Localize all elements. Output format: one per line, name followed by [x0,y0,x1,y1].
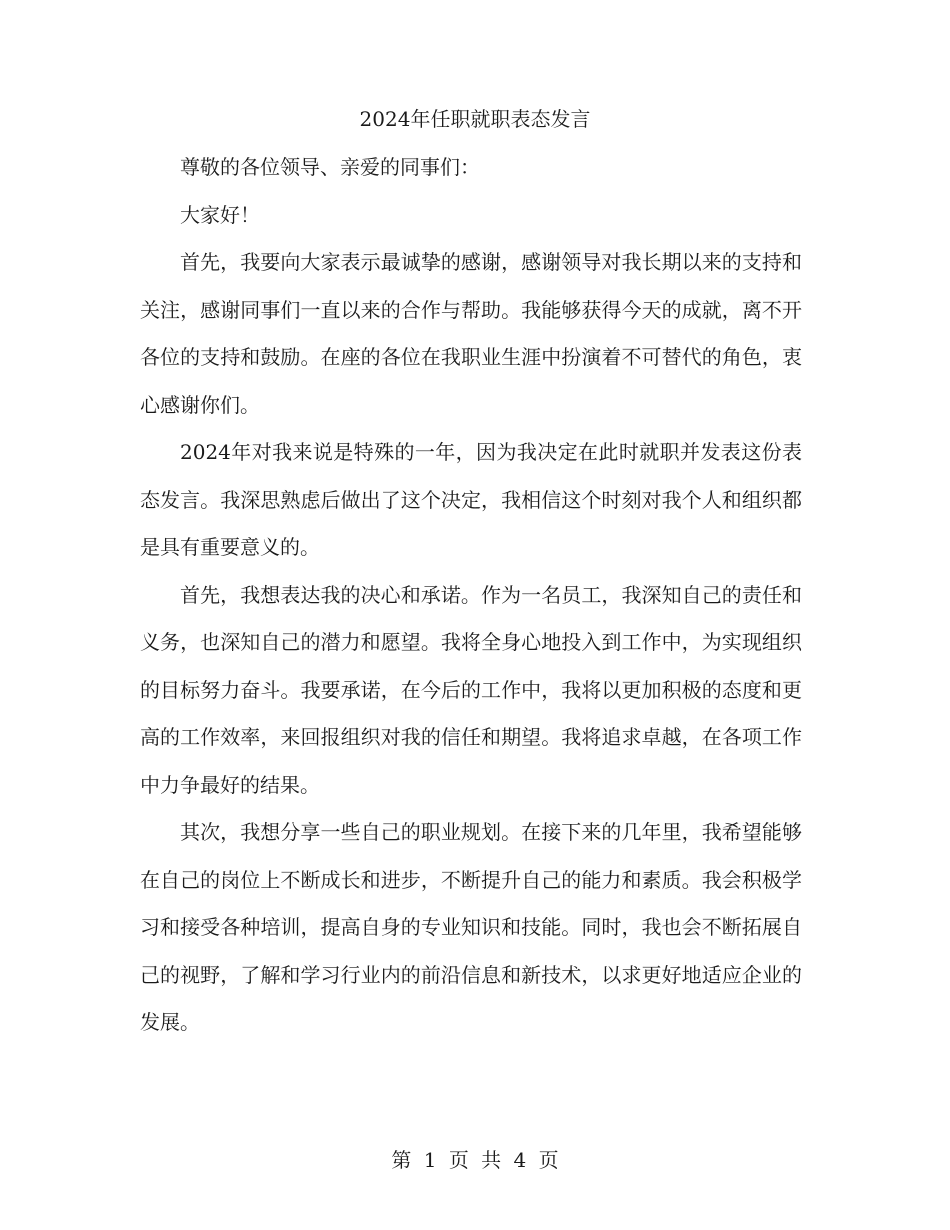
paragraph: 首先，我想表达我的决心和承诺。作为一名员工，我深知自己的责任和义务，也深知自己的潜力和愿望。我将全身心地投入到工作中，为实现组织的目标努力奋斗。我要承诺，在今后的工作中，我将以更加积极的态度和更高的工作效率，来回报组织对我的信任和期望。我将追求卓越，在各项工作中力争最好的结果。 [140,582,802,797]
paragraph: 2024年对我来说是特殊的一年，因为我决定在此时就职并发表这份表态发言。我深思熟虑后做出了这个决定，我相信这个时刻对我个人和组织都是具有重要意义的。 [140,440,802,559]
greeting: 大家好！ [180,202,260,227]
salutation: 尊敬的各位领导、亲爱的同事们： [180,155,480,179]
paragraph: 首先，我要向大家表示最诚挚的感谢，感谢领导对我长期以来的支持和关注，感谢同事们一直以来的合作与帮助。我能够获得今天的成就，离不开各位的支持和鼓励。在座的各位在我职业生涯中扮演着不可替代的角色，衷心感谢你们。 [140,250,802,417]
page-number-footer: 第 1 页 共 4 页 [391,1148,559,1172]
paragraph: 其次，我想分享一些自己的职业规划。在接下来的几年里，我希望能够在自己的岗位上不断成长和进步，不断提升自己的能力和素质。我会积极学习和接受各种培训，提高自身的专业知识和技能。同时，我也会不断拓展自己的视野，了解和学习行业内的前沿信息和新技术，以求更好地适应企业的发展。 [140,820,802,1034]
document-body [140,144,802,1047]
document-title: 2024年任职就职表态发言 [359,107,591,131]
